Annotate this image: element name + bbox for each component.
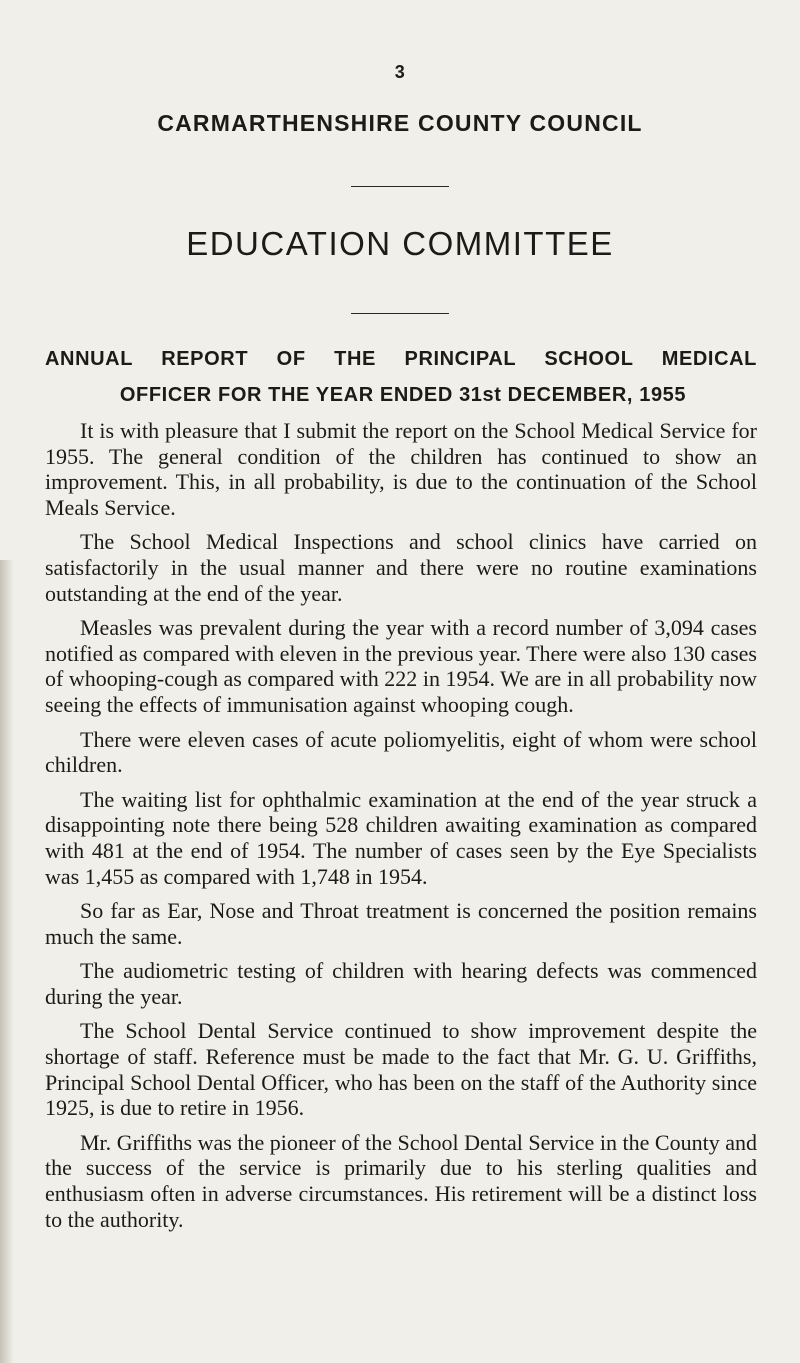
paragraph-ophthalmic: The waiting list for ophthalmic examination at the end of the year struck a disappointing note there being 528 children awaiting examination as compared with 481 at the end of 1954. The number of cases seen by the Eye Specialists was 1,455 as compared with 1,748 in 1954. [45,786,757,889]
page-number: 3 [394,62,406,82]
report-heading-line-2: OFFICER FOR THE YEAR ENDED 31st DECEMBER, 1955 [119,384,687,406]
report-body [45,418,757,1241]
page-edge-shadow [0,560,14,1363]
paragraph-poliomyelitis: There were eleven cases of acute poliomyelitis, eight of whom were school children. [45,726,757,778]
paragraph-audiometric: The audiometric testing of children with hearing defects was commenced during the year. [45,958,757,1009]
report-heading [45,341,757,413]
report-heading-line-1: ANNUAL REPORT OF THE PRINCIPAL SCHOOL MEDICAL [45,348,757,370]
paragraph-dental-service: The School Dental Service continued to show improvement despite the shortage of staff. Reference must be made to the fact that Mr. G. U. Griffiths, Principal School Dental Officer, who has been on the staff of the Authority since 1925, is due to retire in 1956. [45,1018,757,1121]
paragraph-ent: So far as Ear, Nose and Throat treatment is concerned the position remains much the same. [45,898,757,949]
paragraph-measles: Measles was prevalent during the year with a record number of 3,094 cases notified as compared with eleven in the previous year. There were also 130 cases of whooping-cough as compared with 222 in 1954. We are in all probability now seeing the effects of immunisation against whooping cough. [45,615,757,717]
divider-rule [351,186,449,187]
paragraph-introduction: It is with pleasure that I submit the report on the School Medical Service for 1955. The general condition of the children has continued to show an improvement. This, in all probability, is due to the continuation of the School Meals Service. [45,418,757,520]
paragraph-inspections: The School Medical Inspections and school clinics have carried on satisfactorily in the usual manner and there were no routine examinations outstanding at the end of the year. [45,529,757,606]
paragraph-griffiths: Mr. Griffiths was the pioneer of the School Dental Service in the County and the success of the service is primarily due to his sterling qualities and enthusiasm often in adverse circumstances. His retirement will be a distinct loss to the authority. [45,1129,757,1232]
council-title: CARMARTHENSHIRE COUNTY COUNCIL [157,110,643,136]
committee-title: EDUCATION COMMITTEE [186,225,614,262]
divider-rule [351,313,449,314]
